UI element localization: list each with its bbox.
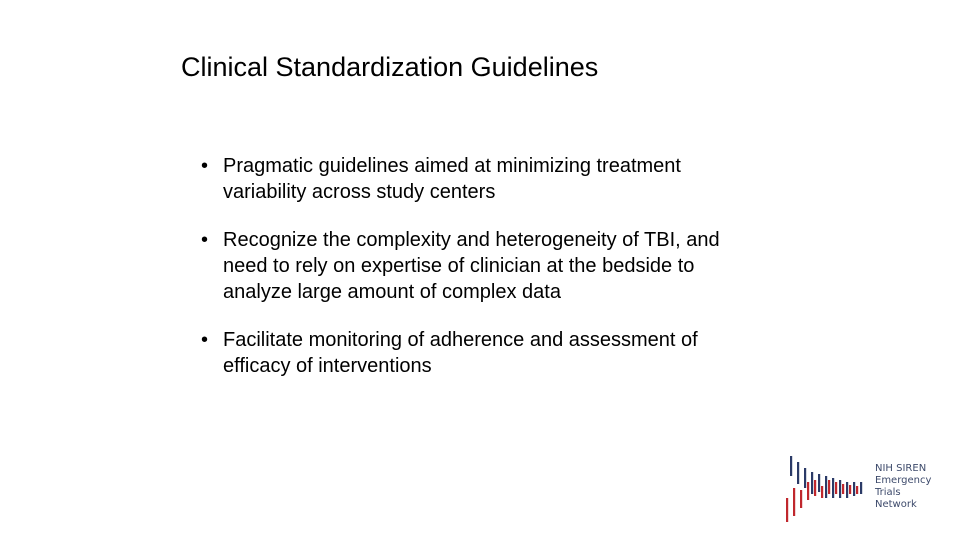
bullet-text: Facilitate monitoring of adherence and assessment of efficacy of interventions: [223, 329, 698, 377]
logo-line: Network: [875, 499, 917, 510]
bullet-dot-icon: •: [201, 155, 209, 177]
siren-logo: [780, 452, 950, 528]
bullet-item: [201, 227, 761, 305]
logo-line: Emergency: [875, 475, 932, 486]
bullet-item: [201, 153, 761, 205]
bullet-list: [201, 153, 761, 401]
siren-bars-icon: [780, 452, 870, 528]
logo-text: [875, 463, 931, 511]
logo-line: NIH SIREN: [875, 463, 927, 474]
bullet-dot-icon: •: [201, 329, 209, 351]
bullet-item: [201, 327, 761, 379]
bullet-text: Recognize the complexity and heterogeneity of TBI, and need to rely on expertise of clinician at the bedside to analyze large amount of complex data: [223, 229, 720, 303]
bullet-dot-icon: •: [201, 229, 209, 251]
logo-line: Trials: [875, 487, 901, 498]
bullet-text: Pragmatic guidelines aimed at minimizing treatment variability across study centers: [223, 155, 681, 203]
slide-title: Clinical Standardization Guidelines: [181, 52, 599, 82]
